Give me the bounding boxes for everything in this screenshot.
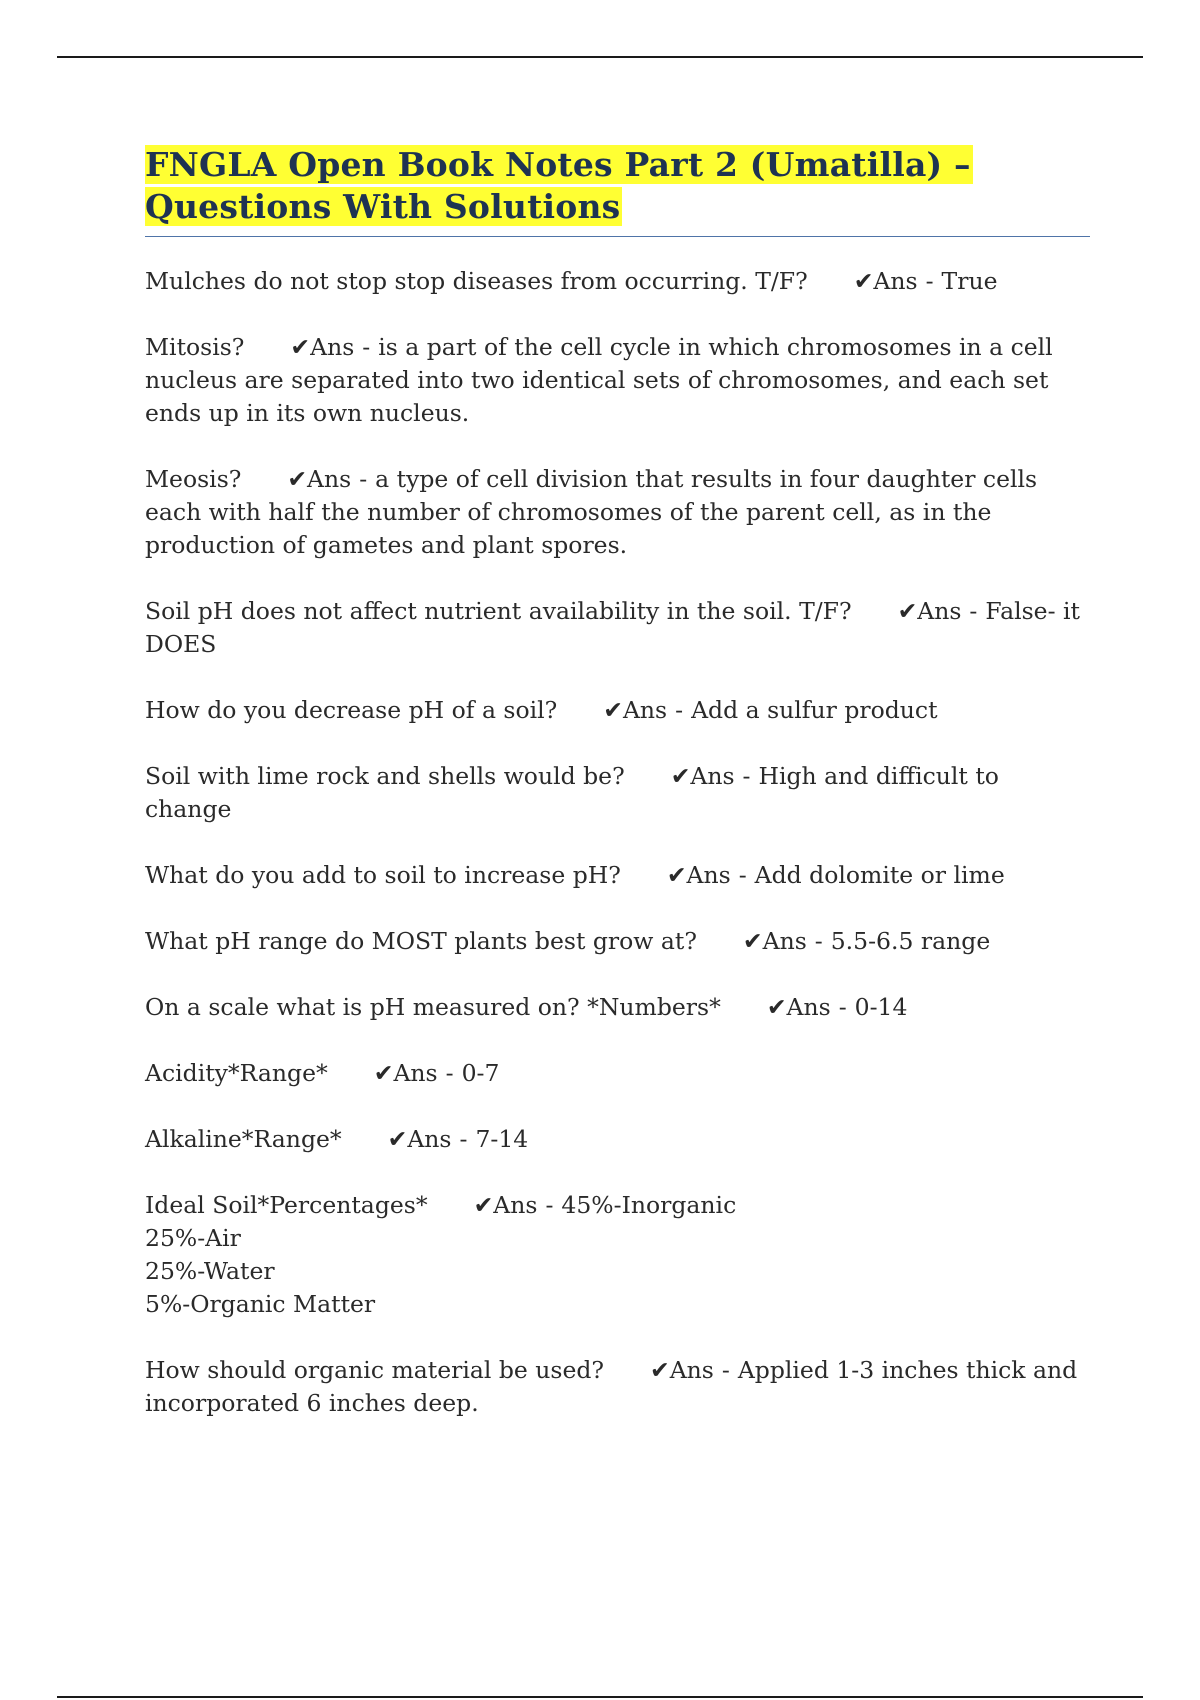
question-text: What do you add to soil to increase pH?: [145, 861, 621, 889]
answer-label: [667, 859, 755, 892]
checkmark-ans-label: ✔Ans: [387, 1125, 452, 1153]
qa-item: [145, 694, 1090, 727]
answer-label: [650, 1354, 738, 1387]
question-text: What pH range do MOST plants best grow at?: [145, 927, 697, 955]
answer-label: [767, 991, 855, 1024]
checkmark-ans-label: ✔Ans: [666, 861, 731, 889]
question-text: Ideal Soil*Percentages*: [145, 1191, 428, 1219]
answer-label: [671, 760, 759, 793]
checkmark-ans-label: ✔Ans: [853, 267, 918, 295]
answer-separator: -: [814, 927, 823, 955]
question-text: Soil pH does not affect nutrient availability in the soil. T/F?: [145, 597, 852, 625]
checkmark-ans-label: ✔Ans: [650, 1356, 714, 1384]
qa-item: [145, 331, 1090, 430]
qa-item: [145, 463, 1090, 562]
answer-text: 5.5-6.5 range: [830, 927, 991, 955]
question-text: Mulches do not stop stop diseases from occurring. T/F?: [145, 267, 808, 295]
qa-item: [145, 595, 1090, 661]
answer-text: High and difficult to change: [145, 762, 1007, 823]
checkmark-ans-label: ✔Ans: [373, 1059, 438, 1087]
answer-label: [374, 1057, 462, 1090]
question-text: How do you decrease pH of a soil?: [145, 696, 558, 724]
answer-separator: -: [721, 1356, 730, 1384]
qa-item: [145, 991, 1090, 1024]
qa-item: [145, 1057, 1090, 1090]
question-text: Acidity*Range*: [145, 1059, 328, 1087]
checkmark-ans-label: ✔Ans: [473, 1191, 538, 1219]
qa-item: [145, 1123, 1090, 1156]
answer-label: [603, 694, 691, 727]
answer-separator: -: [738, 861, 747, 889]
answer-separator: -: [742, 762, 751, 790]
answer-label: [290, 331, 378, 364]
answer-separator: -: [362, 333, 371, 361]
top-rule: [57, 56, 1143, 58]
question-text: Alkaline*Range*: [145, 1125, 342, 1153]
answer-text: 7-14: [475, 1125, 529, 1153]
answer-text: True: [941, 267, 998, 295]
answer-separator: -: [969, 597, 978, 625]
qa-item: [145, 265, 1090, 298]
document-body: [145, 144, 1090, 1453]
answer-label: [898, 595, 986, 628]
document-title-text: FNGLA Open Book Notes Part 2 (Umatilla) – Questions With Solutions: [145, 145, 971, 226]
qa-list: [145, 265, 1090, 1420]
question-text: How should organic material be used?: [145, 1356, 605, 1384]
answer-label: [854, 265, 942, 298]
answer-separator: -: [675, 696, 684, 724]
checkmark-ans-label: ✔Ans: [290, 333, 355, 361]
answer-text: 45%-Inorganic 25%-Air 25%-Water 5%-Organic Matter: [145, 1191, 737, 1318]
answer-text: Add a sulfur product: [691, 696, 938, 724]
qa-item: [145, 859, 1090, 892]
answer-separator: -: [459, 1125, 468, 1153]
checkmark-ans-label: ✔Ans: [603, 696, 668, 724]
answer-label: [388, 1123, 476, 1156]
checkmark-ans-label: ✔Ans: [766, 993, 831, 1021]
answer-text: Add dolomite or lime: [754, 861, 1005, 889]
qa-item: [145, 760, 1090, 826]
bottom-rule: [57, 1696, 1143, 1698]
answer-text: False- it DOES: [145, 597, 1088, 658]
question-text: Soil with lime rock and shells would be?: [145, 762, 625, 790]
qa-item: [145, 1354, 1090, 1420]
checkmark-ans-label: ✔Ans: [897, 597, 962, 625]
question-text: On a scale what is pH measured on? *Numbers*: [145, 993, 721, 1021]
document-title: [145, 144, 1090, 228]
answer-separator: -: [445, 1059, 454, 1087]
answer-text: Applied 1-3 inches thick and incorporated 6 inches deep.: [145, 1356, 1085, 1417]
qa-item: [145, 1189, 1090, 1321]
checkmark-ans-label: ✔Ans: [742, 927, 807, 955]
checkmark-ans-label: ✔Ans: [670, 762, 735, 790]
answer-label: [474, 1189, 562, 1222]
answer-separator: -: [838, 993, 847, 1021]
answer-label: [287, 463, 375, 496]
answer-text: 0-7: [461, 1059, 500, 1087]
qa-item: [145, 925, 1090, 958]
answer-separator: -: [545, 1191, 554, 1219]
question-text: Mitosis?: [145, 333, 245, 361]
checkmark-ans-label: ✔Ans: [287, 465, 352, 493]
question-text: Meosis?: [145, 465, 242, 493]
title-underline: [145, 236, 1090, 237]
answer-text: 0-14: [854, 993, 908, 1021]
answer-text: a type of cell division that results in four daughter cells each with half the number of chromosomes of the parent cell, as in the production of gametes and plant spores.: [145, 465, 1045, 559]
answer-separator: -: [925, 267, 934, 295]
answer-text: is a part of the cell cycle in which chromosomes in a cell nucleus are separated into two identical sets of chromosomes, and each set ends up in its own nucleus.: [145, 333, 1061, 427]
answer-label: [743, 925, 831, 958]
answer-separator: -: [359, 465, 368, 493]
